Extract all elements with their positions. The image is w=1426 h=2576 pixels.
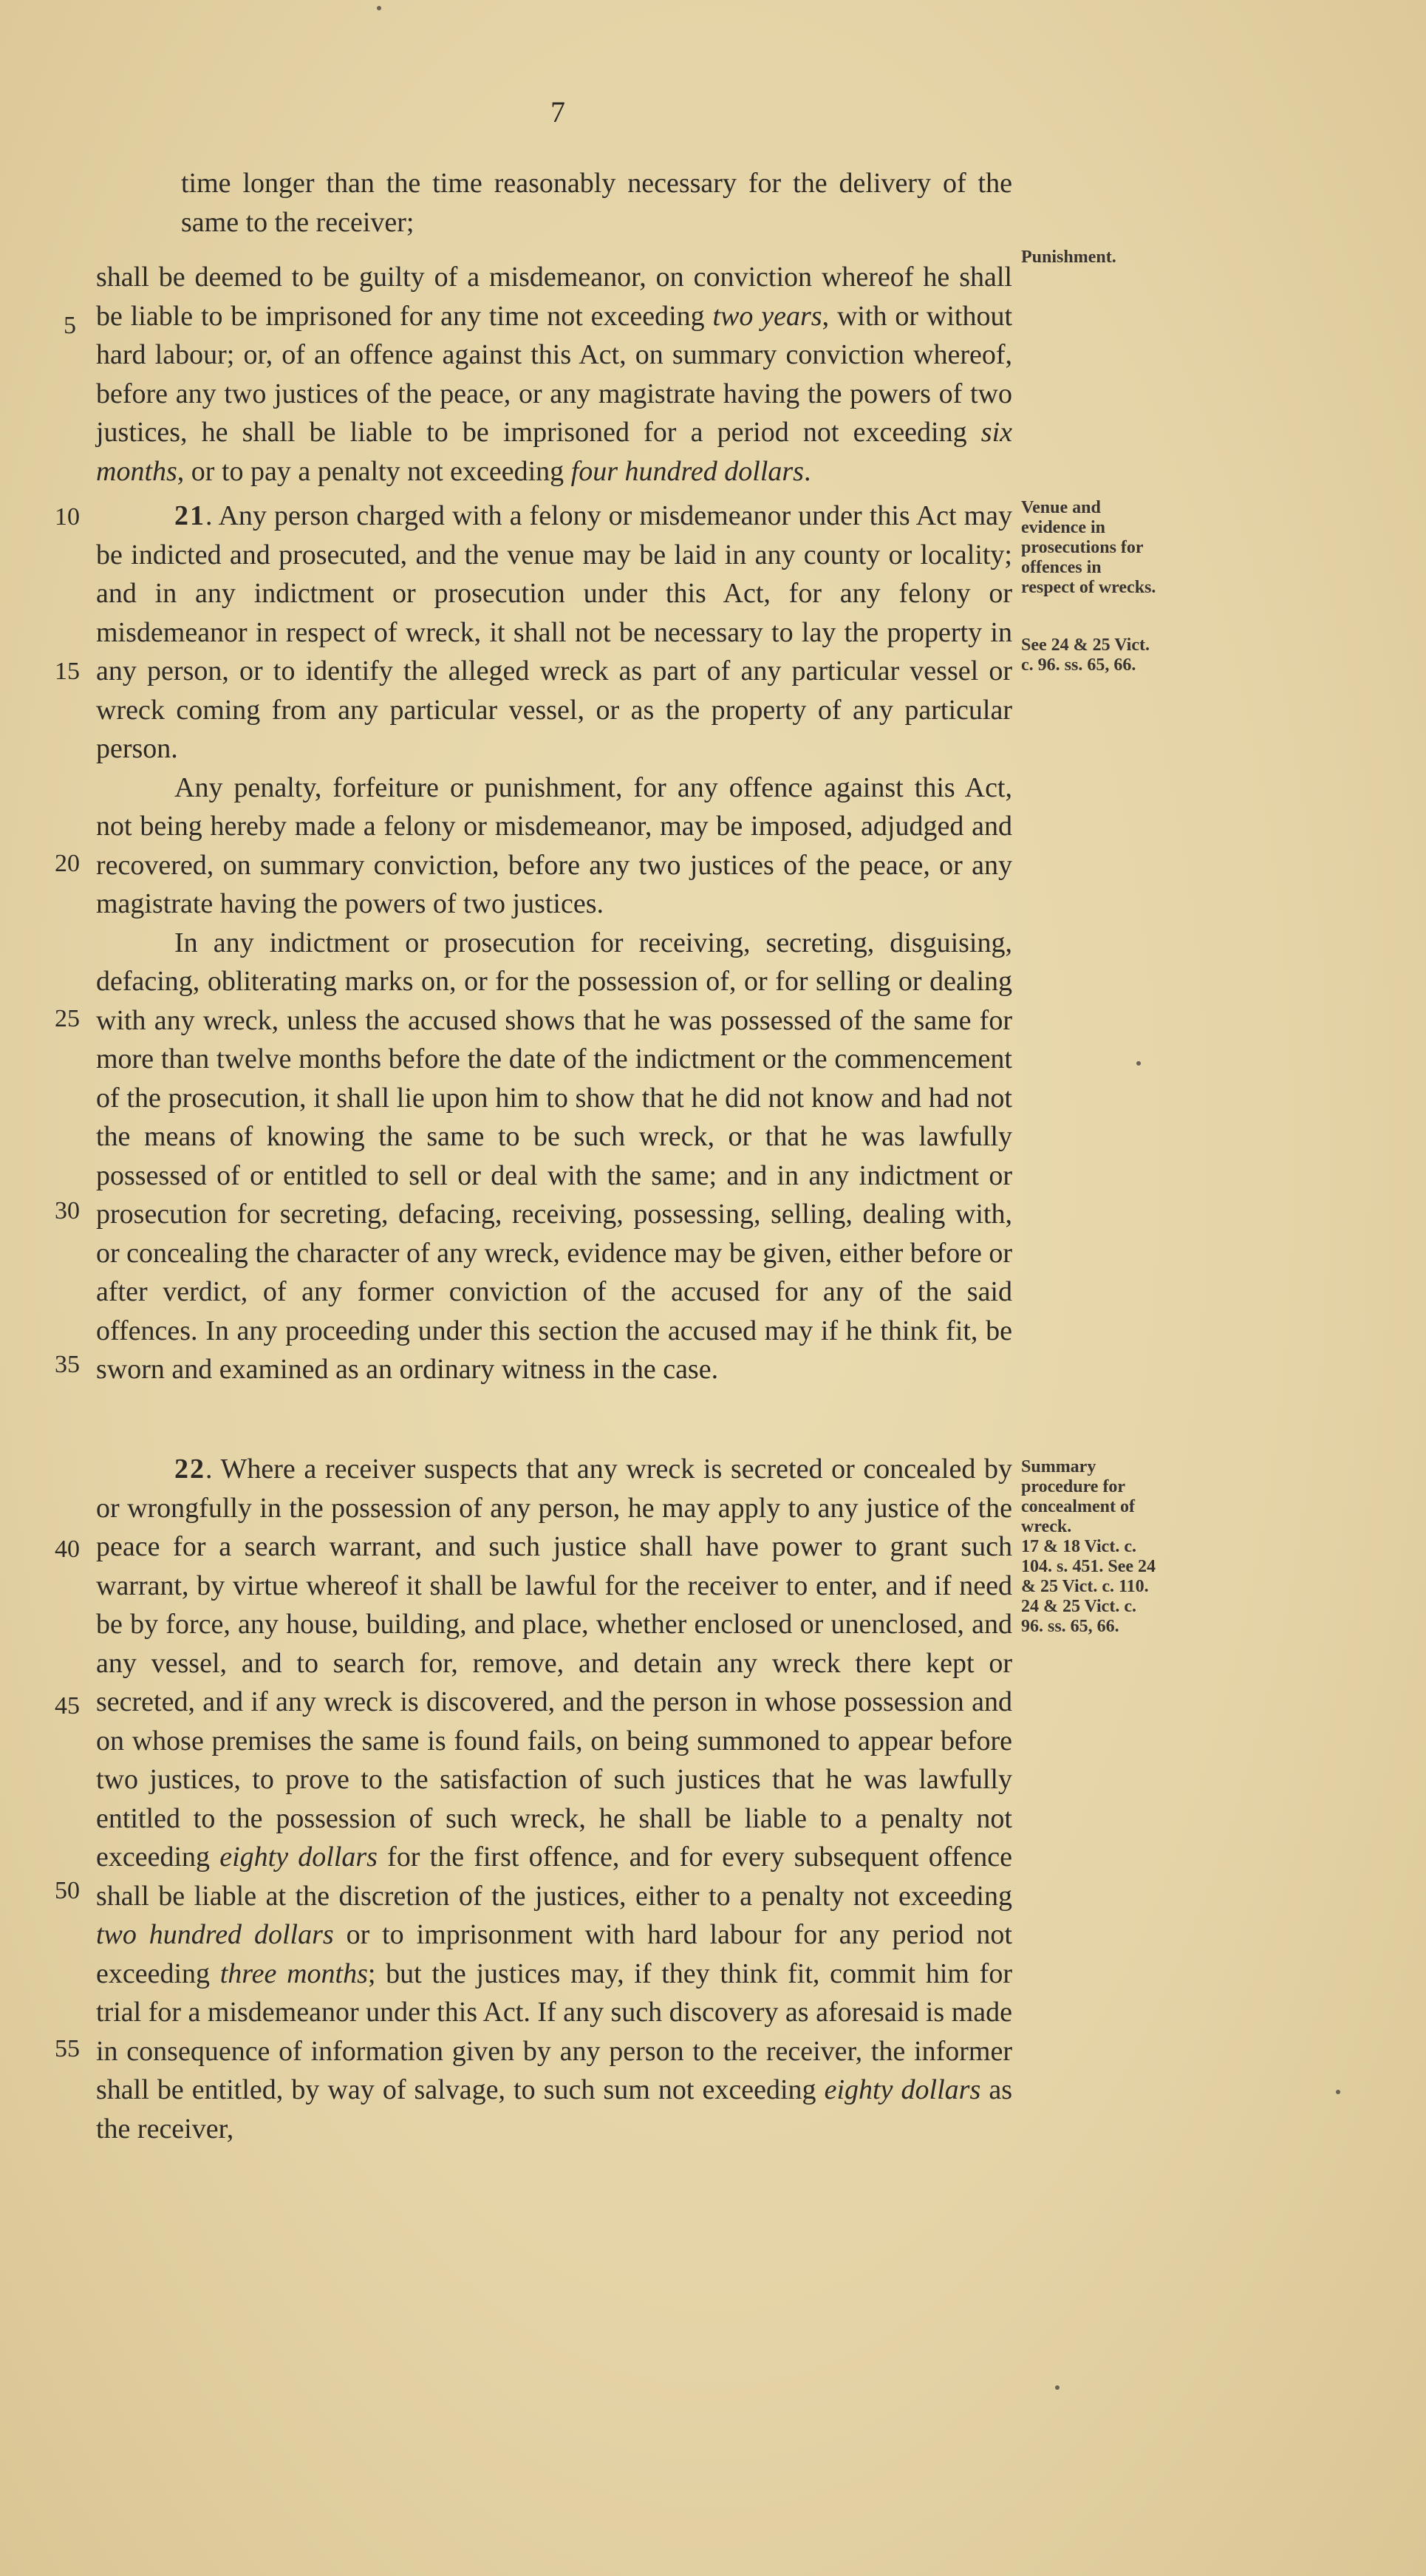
paragraph-section-22: 22. Where a receiver suspects that any wreck is secreted or concealed by or wrongfully in the possession of any person, he may apply to any justice of the peace for a search warrant, and such justice shall have power to grant such warrant, by virtue whereof it shall be lawful for the receiver to enter, and if need be by force, any house, building, and place, whether enclosed or unenclosed, and any vessel, and to search for, remove, and detain any wreck there kept or secreted, and if any wreck is discovered, and the person in whose possession and on whose premises the same is found fails, on being summoned to appear before two justices, to prove to the satisfaction of such justices that he was lawfully entitled to the possession of such wreck, he shall be liable to a penalty not exceeding eighty dollars for the first offence, and for every subsequent offence shall be liable at the discretion of the justices, either to a penalty not exceeding two hundred dollars or to imprisonment with hard labour for any period not exceeding three months; but the justices may, if they think fit, commit him for trial for a misdemeanor under this Act. If any such discovery as aforesaid is made in consequence of information given by any person to the receiver, the informer shall be entitled, by way of salvage, to such sum not exceeding eighty dollars as the receiver, <box>96 1454 1012 2144</box>
italic-text: three months <box>219 1957 368 1989</box>
italic-text: two years <box>712 300 822 332</box>
paper-speck <box>1055 2385 1060 2390</box>
paper-speck <box>1336 2090 1340 2094</box>
section-21 <box>96 497 1012 1389</box>
paragraph-punishment: shall be deemed to be guilty of a misdemeanor, on conviction whereof he shall be liable to be imprisoned for any time not exceeding two years, with or without hard labour; or, of an offence against this Act, on summary conviction whereof, before any two justices of the peace, or any magistrate having the powers of two justices, he shall be liable to be imprisoned for a period not exceeding six months, or to pay a penalty not exceeding four hundred dollars. <box>96 262 1013 487</box>
italic-text: eighty dollars <box>824 2074 981 2105</box>
line-number: 55 <box>55 2035 80 2062</box>
italic-text: eighty dollars <box>219 1841 378 1873</box>
side-note-summary-reference: 17 & 18 Vict. c. 104. s. 451. See 24 & 25 Vict. c. 110. 24 & 25 Vict. c. 96. ss. 65, 66. <box>1021 1537 1156 1636</box>
paragraph-section-21: 21. Any person charged with a felony or misdemeanor under this Act may be indicted and prosecuted, and the venue may be laid in any county or locality; and in any indictment or prosecution under this Act, for any felony or misdemeanor in respect of wreck, it shall not be necessary to lay the property in any person, or to identify the alleged wreck as part of any particular vessel or wreck coming from any particular vessel, or as the property of any particular person. <box>96 500 1012 764</box>
italic-text: six months <box>96 417 1012 487</box>
side-note-punishment: Punishment. <box>1021 248 1116 267</box>
line-number: 45 <box>55 1692 80 1720</box>
side-note-venue-reference: See 24 & 25 Vict. c. 96. ss. 65, 66. <box>1021 636 1150 675</box>
paper-speck <box>1136 1061 1141 1066</box>
line-number: 15 <box>55 658 80 685</box>
section-number: 21 <box>174 500 205 531</box>
paragraph-indictment: In any indictment or prosecution for receiving, secreting, disguising, defacing, obliterating marks on, or for the possession of, or for selling or dealing with any wreck, unless the accused shows that he was possessed of the same for more than twelve months before the date of the indictment or the commencement of the prosecution, it shall lie upon him to show that he did not know and had not the means of knowing the same to be such wreck, or that he was lawfully possessed of or entitled to sell or deal with the same; and in any indictment or prosecution for secreting, defacing, receiving, possessing, selling, dealing with, or concealing the character of any wreck, evidence may be given, either before or after verdict, of any former conviction of the accused for any of the said offences. In any proceeding under this section the accused may if he think fit, be sworn and examined as an ordinary witness in the case. <box>96 927 1012 1385</box>
line-number: 35 <box>55 1351 80 1378</box>
line-number: 5 <box>64 312 76 339</box>
side-note-venue: Venue and evidence in prosecutions for offences in respect of wrecks. <box>1021 498 1156 597</box>
text-block-upper <box>96 164 1012 491</box>
italic-text: four hundred dollars <box>570 455 804 487</box>
line-number: 20 <box>55 850 80 877</box>
page-number: 7 <box>550 95 565 129</box>
line-number: 10 <box>55 503 80 531</box>
line-number: 40 <box>55 1536 80 1563</box>
section-number: 22 <box>174 1454 205 1485</box>
paragraph-continuation: time longer than the time reasonably necessary for the delivery of the same to the receiver; <box>181 168 1012 238</box>
paragraph-penalty: Any penalty, forfeiture or punishment, for any offence against this Act, not being hereby made a felony or misdemeanor, may be imposed, adjudged and recovered, on summary conviction, before any two justices of the peace, or any magistrate having the powers of two justices. <box>96 771 1012 919</box>
line-number: 50 <box>55 1877 80 1904</box>
paper-speck <box>377 6 381 10</box>
line-number: 25 <box>55 1005 80 1032</box>
side-note-summary: Summary procedure for concealment of wreck. <box>1021 1457 1135 1536</box>
section-22 <box>96 1450 1012 2148</box>
italic-text: two hundred dollars <box>96 1919 334 1950</box>
line-number: 30 <box>55 1197 80 1224</box>
